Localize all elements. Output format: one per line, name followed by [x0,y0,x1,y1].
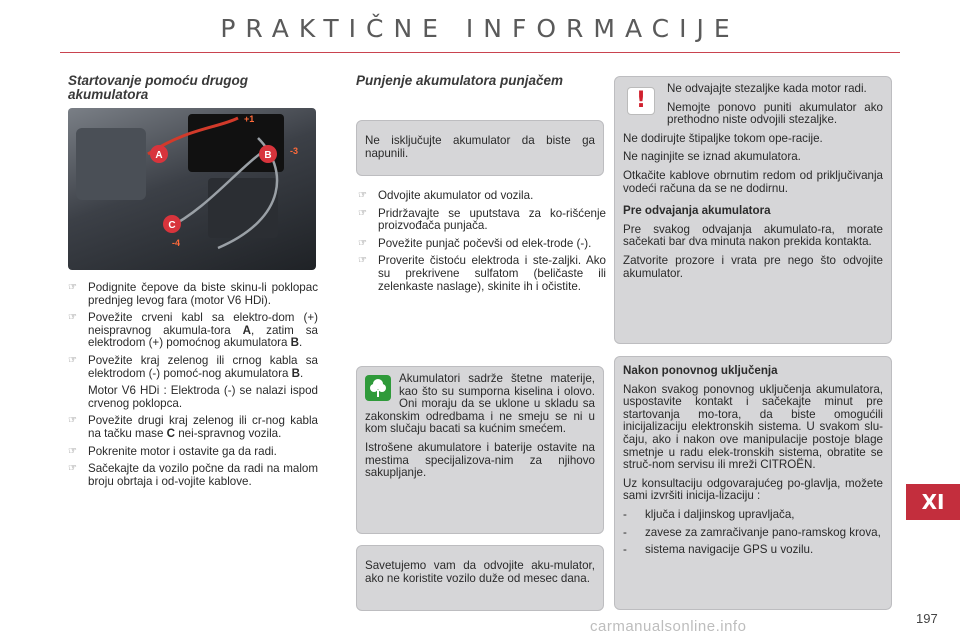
environment-text-2: Istrošene akumulatore i baterije ostavite na mestima specijalizova-nim za njihovo sakupljanje. [365,440,595,480]
list-item-text: Povežite kraj zelenog ili crnog kabla sa elektrodom (-) pomoć-nog akumulatora B. [88,353,318,380]
list-item [623,509,883,522]
environment-note-box [356,366,604,534]
page-title: PRAKTIČNE INFORMACIJE [220,14,740,43]
subheading-before-disconnect: Pre odvajanja akumulatora [623,204,771,218]
warning-text-1: Ne odvajajte stezaljke kada motor radi. [667,82,867,95]
pointer-bullet-icon: ☞ [68,312,77,324]
chapter-tab[interactable]: XI [906,484,960,520]
list-item-text: zavese za zamračivanje pano-ramskog krova, [645,525,881,539]
tree-icon [365,375,391,401]
list-item-text: Motor V6 HDi : Elektroda (-) se nalazi ispod crvenog poklopca. [88,384,318,410]
list-item-text: Sačekajte da vozilo počne da radi na malom broju obrtaja i od-vojite kablove. [88,462,318,488]
reconnect-box [614,356,892,610]
page-number: 197 [916,611,938,626]
list-item-text: Povežite punjač počevši od elek-trode (-). [378,236,592,250]
dash-bullet: - [623,507,627,521]
dash-bullet: - [623,543,627,557]
warning-text-7: Zatvorite prozore i vrata pre nego što odvojite akumulator. [623,253,883,280]
list-item [356,238,606,251]
pointer-bullet-icon: ☞ [68,415,77,427]
list-item [356,208,606,233]
advice-text: Savetujemo vam da odvojite aku-mulator, ako ne koristite vozilo duže od mesec dana. [365,559,595,585]
engine-bay-illustration [68,108,316,270]
jump-start-steps [66,282,318,493]
advice-box [356,545,604,611]
list-item [623,544,883,557]
pointer-bullet-icon: ☞ [358,237,367,249]
section-heading-jump-start: Startovanje pomoću drugog akumulatora [68,73,249,102]
warning-text-3: Ne dodirujte štipaljke tokom ope-racije. [623,131,823,145]
label-minus3: -3 [290,146,299,156]
list-item [356,255,606,293]
warning-text-2: Nemojte ponovo puniti akumulator ako prethodno niste odvojili stezaljke. [667,100,883,127]
section-heading-charging: Punjenje akumulatora punjačem [356,73,564,88]
warning-text-6: Pre svakog odvajanja akumulato-ra, morate sačekati bar dva minuta nakon prekida kontakta. [623,222,883,249]
warning-text-5: Otkačite kablove obrnutim redom od priključivanja vodeći računa da se ne dodirnu. [623,168,883,195]
environment-text-1: Akumulatori sadrže štetne materije, kao što su sumporna kiselina i olovo. Oni moraju da se uklone u skladu sa zakonskim odredbama i ne smeju se ni u kom slučaju bacati sa kućnim smećem. [365,372,595,436]
charging-steps [356,190,606,298]
list-item-text: Povežite crveni kabl sa elektro-dom (+) neispravnog akumula-tora A, zatim sa elektrodom (+) pomoćnog akumulatora B. [88,311,318,350]
list-item-text: Proverite čistoću elektroda i ste-zaljki. Ako su prekrivene sulfatom (beličaste ili zelenkaste naslage), skinite ih i očistite. [378,254,606,293]
list-item [66,446,318,459]
note-text: Ne isključujte akumulator da biste ga napunili. [365,134,595,160]
note-box-do-not-disconnect [356,120,604,176]
pointer-bullet-icon: ☞ [68,445,77,457]
list-item-text: Povežite drugi kraj zelenog ili cr-nog kabla na tačku mase C nei-spravnog vozila. [88,414,318,440]
dash-bullet: - [623,525,627,539]
label-a: A [155,150,163,161]
list-item [356,190,606,203]
list-item [66,463,318,488]
list-item [66,355,318,380]
initialization-list [623,509,883,557]
fuse-box [76,128,146,200]
list-item [66,282,318,307]
list-item-text: ključa i daljinskog upravljača, [645,507,795,521]
list-item-text: Odvojite akumulator od vozila. [378,189,534,202]
label-plus1: +1 [244,114,255,124]
pointer-bullet-icon: ☞ [68,354,77,366]
warning-icon: ! [627,87,655,115]
label-c: C [168,220,176,231]
reconnect-text-2: Uz konsultaciju odgovarajućeg po-glavlja, možete sami izvršiti inicija-lizaciju : [623,476,883,503]
engine-block [208,178,278,238]
pointer-bullet-icon: ☞ [68,463,77,475]
list-item [66,312,318,350]
list-item-text: Pridržavajte se uputstava za ko-rišćenje proizvođača punjača. [378,206,606,233]
pointer-bullet-icon: ☞ [68,282,77,293]
battery-shape [188,114,284,172]
label-b: B [264,150,272,161]
engine-bay-photo [68,108,316,270]
warning-text-4: Ne naginjite se iznad akumulatora. [623,150,801,164]
label-minus4: -4 [172,238,181,248]
pointer-bullet-icon: ☞ [358,207,367,219]
reconnect-text-1: Nakon svakog ponovnog uključenja akumulatora, uspostavite kontakt i sačekajte minut pre startovanja mo-tora, da biste omogućili inicijalizaciju elektronskih sistema. U svakom slu-čaju, ako i nakon ove manipulacije postoje blage smetnje u radu elek-tronskih sistema, obratite se struč-nom servisu ili mreži CITROËN. [623,382,883,472]
subheading-after-reconnect: Nakon ponovnog uključenja [623,364,778,377]
pointer-bullet-icon: ☞ [358,190,367,201]
warning-box [614,76,892,344]
pointer-bullet-icon: ☞ [358,255,367,267]
list-item-text: Podignite čepove da biste skinu-li poklopac prednjeg levog fara (motor V6 HDi). [88,281,318,307]
title-divider [60,52,900,53]
list-item [66,415,318,440]
watermark: carmanualsonline.info [590,618,747,635]
list-item-text: Pokrenite motor i ostavite ga da radi. [88,444,277,458]
list-item [66,385,318,410]
list-item-text: sistema navigacije GPS u vozilu. [645,543,814,557]
list-item [623,527,883,540]
